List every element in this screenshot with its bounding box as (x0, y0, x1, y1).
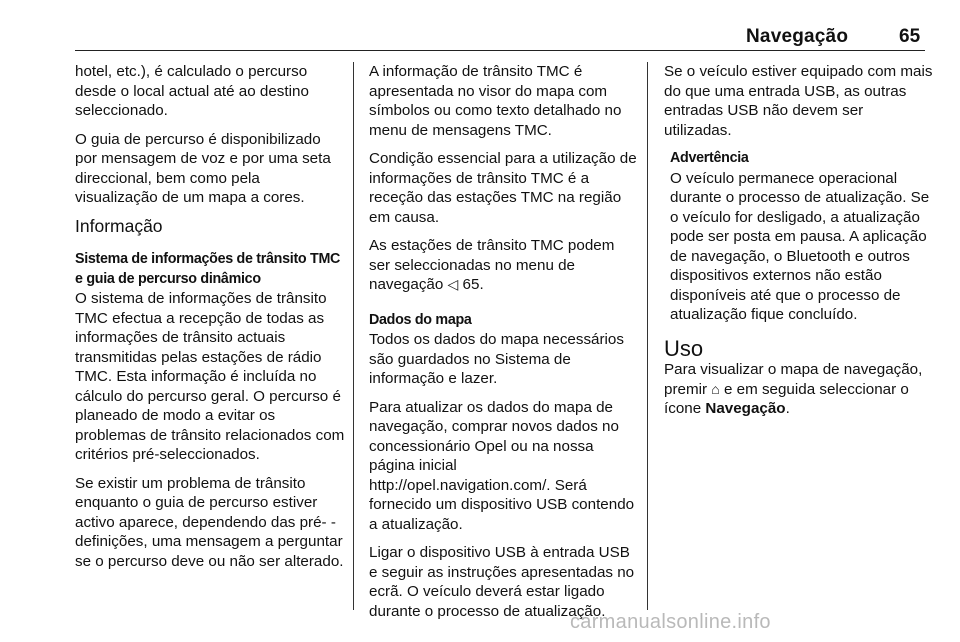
column-1 (75, 62, 345, 580)
paragraph: O sistema de informações de trânsito TMC efectua a recepção de todas as informações de trânsito actuais transmitidas pelas estações de rádio TMC. Esta informação é incluída no cálculo do percurso geral. O percurso é planeado de modo a evitar os problemas de trânsito relacionados com critérios pré-seleccionados. (75, 290, 345, 463)
subsection-title-dados-mapa: Dados do mapa (369, 311, 472, 328)
paragraph-text: e em seguida seleccionar o ícone (664, 380, 909, 417)
section-title-uso: Uso (664, 335, 704, 361)
header-divider (75, 50, 925, 51)
paragraph-text: . (785, 400, 790, 417)
warning-text: O veículo permanece operacional durante o processo de atualização. Se o veículo for desligado, a atualização pode ser posta em pausa. A aplicação de navegação, o Bluetooth e outros dispositivos externos não estão disponíveis até que o processo de atualização fique concluído. (670, 169, 930, 323)
paragraph-text: As estações de trânsito TMC podem ser seleccionadas no menu de navegação (369, 237, 615, 293)
navigation-label: Navegação (705, 400, 786, 417)
column-divider-1 (353, 62, 354, 610)
paragraph: O guia de percurso é disponibilizado por mensagem de voz e por uma seta direccional, bem como pela visualização de um mapa a cores. (75, 130, 331, 206)
warning-title: Advertência (670, 150, 749, 166)
paragraph: Se existir um problema de trânsito enquanto o guia de percurso estiver activo aparece, dependendo das pré- -definições, uma mensagem a perguntar se o percurso deve ou não ser alterado. (75, 474, 344, 570)
home-icon: ⌂ (711, 380, 720, 397)
section-title-informacao: Informação (75, 215, 163, 236)
paragraph: Condição essencial para a utilização de informações de trânsito TMC é a receção das estações TMC na região em causa. (369, 150, 637, 226)
paragraph: hotel, etc.), é calculado o percurso desde o local actual até ao destino seleccionado. (75, 63, 309, 119)
warning-box (670, 149, 934, 325)
paragraph: A informação de trânsito TMC é apresentada no visor do mapa com símbolos ou como texto detalhado no menu de mensagens TMC. (369, 63, 622, 139)
column-3 (664, 62, 934, 428)
paragraph: Ligar o dispositivo USB à entrada USB e seguir as instruções apresentadas no ecrã. O veículo deverá estar ligado durante o processo de atualização. (369, 544, 635, 620)
page-header-title: Navegação (746, 26, 849, 47)
paragraph-text: Para visualizar o mapa de navegação, premir (664, 361, 923, 398)
page-number: 65 (899, 26, 921, 47)
paragraph: Para atualizar os dados do mapa de navegação, comprar novos dados no concessionário Opel ou na nossa página inicial http://opel.navigation.com/. Será fornecido um dispositivo USB contendo a atualização. (369, 398, 635, 533)
paragraph: Todos os dados do mapa necessários são guardados no Sistema de informação e lazer. (369, 331, 624, 387)
page-reference-arrow-icon: ◁ (447, 276, 459, 292)
page-reference[interactable]: 65. (458, 276, 484, 293)
paragraph (664, 360, 934, 419)
paragraph (369, 236, 639, 295)
paragraph: Se o veículo estiver equipado com mais do que uma entrada USB, as outras entradas USB não devem ser utilizadas. (664, 63, 933, 139)
subsection-title-tmc: Sistema de informações de trânsito TMC e guia de percurso dinâmico (75, 251, 341, 287)
column-divider-2 (647, 62, 648, 610)
watermark: carmanualsonline.info (570, 611, 771, 633)
column-2 (369, 62, 639, 630)
